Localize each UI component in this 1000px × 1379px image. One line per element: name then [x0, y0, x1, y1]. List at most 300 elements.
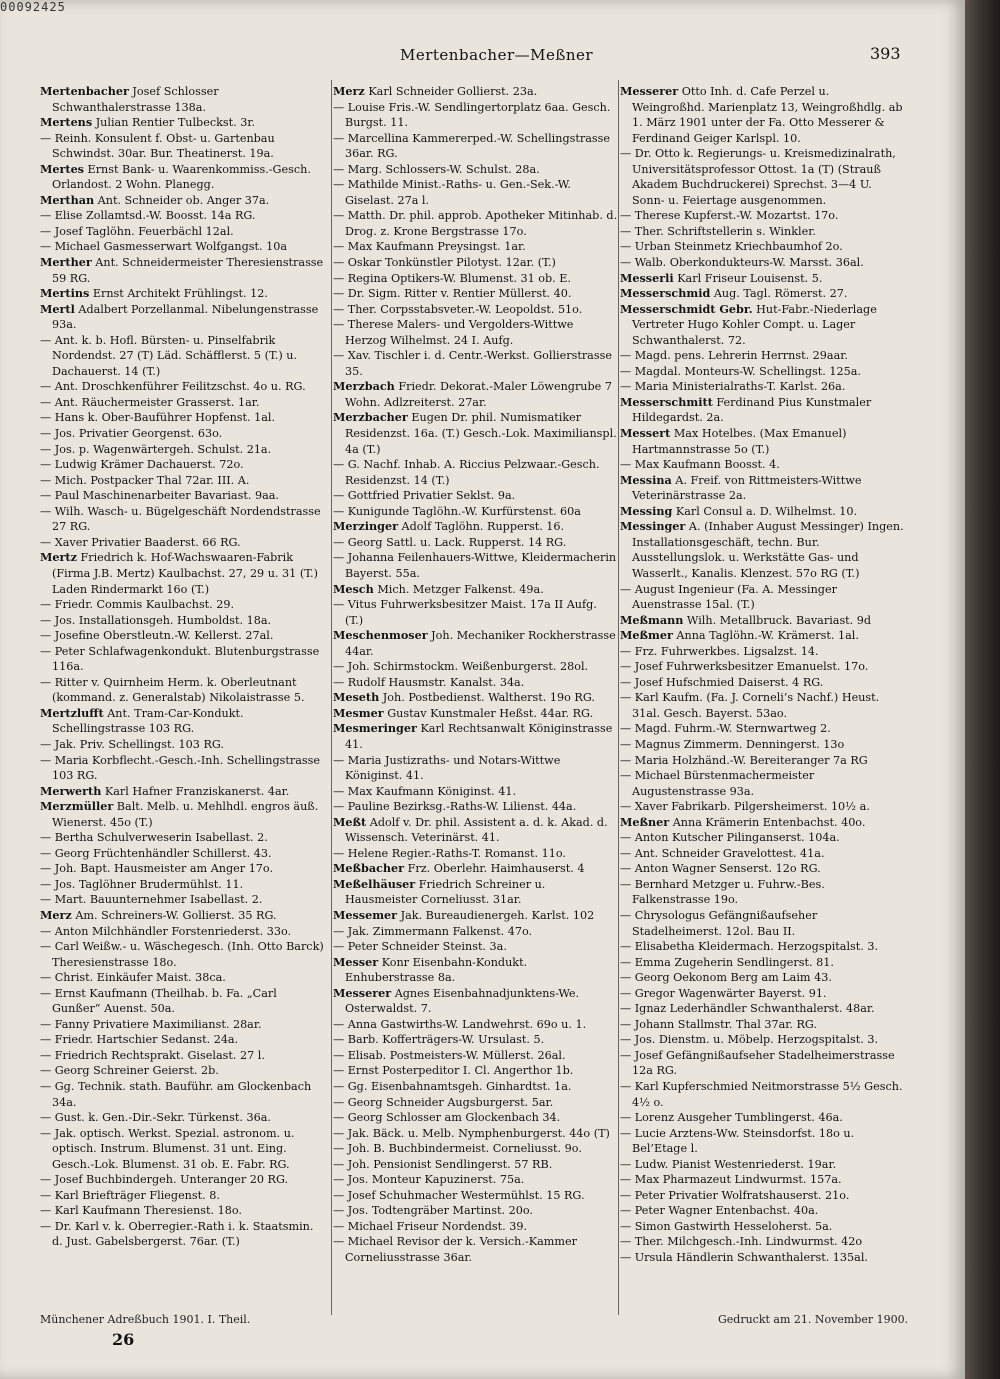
entry-surname: Mesmeringer — [333, 721, 417, 736]
entry-text: Ernst Bank- u. Waarenkommiss.-Gesch. Orlandost. 2 Wohn. Planegg. — [52, 162, 311, 192]
entry-text: Anna Krämerin Entenbachst. 40o. — [672, 815, 866, 829]
entry-text: A. (Inhaber August Messinger) Ingen. Installationsgeschäft, techn. Bur. Ausstellungslok. u. Werkstätte Gas- und Wasserlt., Kanalis. Klenzest. 57o RG (T.) — [632, 520, 904, 580]
entry-text: Hut-Fabr.-Niederlage Vertreter Hugo Kohler Compt. u. Lager Schwanthalerst. 72. — [632, 302, 877, 347]
directory-entry — [40, 115, 325, 131]
directory-entry — [40, 457, 325, 473]
entry-text: Balt. Melb. u. Mehlhdl. engros äuß. Wienerst. 45o (T.) — [52, 800, 319, 829]
entry-text: — Ther. Corpsstabsveter.-W. Leopoldst. 51o. — [333, 302, 583, 316]
entry-surname: Messerschmitt — [620, 394, 713, 409]
entry-text: — Ther. Milchgesch.-Inh. Lindwurmst. 42o — [620, 1235, 863, 1249]
entry-text: — Chrysologus Gefängnißaufseher Stadelheimerst. 12ol. Bau II. — [620, 908, 818, 938]
entry-text: Josef Schlosser Schwanthalerstrasse 138a. — [52, 85, 219, 114]
entry-text: — Dr. Sigm. Ritter v. Rentier Müllerst. 40. — [333, 287, 572, 301]
entry-text: — Joh. B. Buchbindermeist. Corneliusst. 9o. — [333, 1142, 582, 1156]
entry-text: — Maria Justizraths- und Notars-Wittwe Königinst. 41. — [333, 753, 561, 783]
entry-text: Adalbert Porzellanmal. Nibelungenstrasse 93a. — [52, 302, 319, 332]
entry-text: — Michael Friseur Nordendst. 39. — [333, 1219, 527, 1233]
entry-text: — Michael Gasmesserwart Wolfgangst. 10a — [40, 240, 287, 254]
directory-entry — [40, 830, 325, 846]
directory-entry — [40, 1188, 325, 1204]
entry-text: — Mathilde Minist.-Raths- u. Gen.-Sek.-W. Giselast. 27a l. — [333, 178, 571, 207]
directory-entry — [333, 208, 618, 239]
directory-entry — [40, 131, 325, 162]
directory-entry — [620, 1126, 905, 1157]
entry-text: Friedrich Schreiner u. Hausmeister Corneliusst. 31ar. — [345, 877, 546, 907]
entry-text: — Hans k. Ober-Bauführer Hopfenst. 1al. — [40, 411, 276, 425]
entry-surname: Merzbacher — [333, 410, 408, 425]
directory-entry — [620, 970, 905, 986]
directory-entry — [40, 1048, 325, 1064]
entry-surname: Merz — [333, 84, 365, 98]
entry-text: — Bernhard Metzger u. Fuhrw.-Bes. Falkenstrasse 19o. — [620, 877, 825, 907]
entry-surname: Merzinger — [333, 519, 398, 534]
directory-entry — [333, 162, 618, 178]
entry-text: — Georg Schlosser am Glockenbach 34. — [333, 1111, 561, 1125]
directory-entry — [620, 753, 905, 769]
directory-entry — [333, 784, 618, 800]
directory-entry — [333, 799, 618, 815]
directory-entry — [40, 753, 325, 784]
directory-entry — [620, 737, 905, 753]
entry-text: — Ernst Kaufmann (Theilhab. b. Fa. „Carl Gunßer“ Auenst. 50a. — [40, 986, 277, 1016]
entry-text: — Xaver Privatier Baaderst. 66 RG. — [40, 535, 241, 549]
entry-text: — Karl Kaufm. (Fa. J. Corneli’s Nachf.) Heust. 31al. Gesch. Bayerst. 53ao. — [620, 691, 880, 720]
directory-entry — [40, 1079, 325, 1110]
directory-entry — [620, 239, 905, 255]
entry-text: — Ant. k. b. Hofl. Bürsten- u. Pinselfabrik Nordendst. 27 (T) Läd. Schäfflerst. 5 (T.) u. Dachauerst. 14 (T.) — [40, 333, 298, 378]
entry-text: — Elise Zollamtsd.-W. Boosst. 14a RG. — [40, 209, 256, 223]
entry-text: Friedr. Dekorat.-Maler Löwengrube 7 Wohn. Adlzreiterst. 27ar. — [345, 380, 612, 409]
entry-text: — Ant. Schneider Gravelottest. 41a. — [620, 846, 825, 860]
entry-text: Julian Rentier Tulbeckst. 3r. — [95, 116, 256, 130]
entry-text: — Ursula Händlerin Schwanthalerst. 135al. — [620, 1251, 868, 1265]
directory-entry — [40, 224, 325, 240]
directory-entry — [333, 457, 618, 488]
directory-entry — [620, 846, 905, 862]
entry-surname: Messerschmid — [620, 286, 711, 301]
entry-text: — Anton Milchhändler Forstenriederst. 33o. — [40, 924, 292, 938]
entry-text: — Ernst Posterpeditor I. Cl. Angerthor 1b. — [333, 1064, 574, 1078]
directory-entry — [333, 1234, 618, 1265]
entry-text: Karl Hafner Franziskanerst. 4ar. — [104, 784, 290, 798]
directory-entry — [333, 255, 618, 271]
directory-entry — [333, 302, 618, 318]
directory-entry — [333, 1126, 618, 1142]
directory-entry — [333, 488, 618, 504]
running-head: Mertenbacher—Meßner — [400, 46, 594, 64]
entry-text: — Karl Briefträger Fliegenst. 8. — [40, 1188, 220, 1202]
entry-surname: Mertens — [40, 115, 93, 130]
directory-entry — [333, 1048, 618, 1064]
directory-entry — [620, 861, 905, 877]
entry-text: — Emma Zugeherin Sendlingerst. 81. — [620, 955, 834, 969]
entry-text: — Kunigunde Taglöhn.-W. Kurfürstenst. 60a — [333, 504, 581, 518]
directory-entry — [333, 131, 618, 162]
entry-text: — Magnus Zimmerm. Denningerst. 13o — [620, 737, 845, 751]
entry-text: — Magdal. Monteurs-W. Schellingst. 125a. — [620, 364, 861, 378]
entry-text: — Louise Fris.-W. Sendlingertorplatz 6aa. Gesch. Burgst. 11. — [333, 100, 611, 130]
directory-entry — [40, 1032, 325, 1048]
entry-surname: Messing — [620, 503, 673, 518]
directory-entry — [333, 1017, 618, 1033]
directory-entry — [620, 1017, 905, 1033]
entry-surname: Mertes — [40, 161, 84, 176]
directory-entry — [333, 100, 618, 131]
entry-text: Max Hotelbes. (Max Emanuel) Hartmannstrasse 5o (T.) — [632, 427, 847, 456]
entry-text: — Vitus Fuhrwerksbesitzer Maist. 17a II Aufg. (T.) — [333, 598, 597, 627]
entry-text: — Gregor Wagenwärter Bayerst. 91. — [620, 986, 827, 1000]
directory-entry — [333, 924, 618, 940]
directory-entry — [40, 208, 325, 224]
page-number: 393 — [870, 44, 901, 63]
directory-entry — [333, 84, 618, 100]
directory-entry — [620, 224, 905, 240]
entry-surname: Messerschmidt Gebr. — [620, 301, 753, 316]
directory-entry — [620, 1188, 905, 1204]
entry-text: — Maria Holzhänd.-W. Bereiteranger 7a RG — [620, 753, 868, 767]
directory-entry — [40, 193, 325, 209]
directory-entry — [333, 1219, 618, 1235]
directory-entry — [40, 162, 325, 193]
directory-entry — [333, 659, 618, 675]
directory-entry — [620, 1001, 905, 1017]
directory-entry — [620, 659, 905, 675]
directory-entry — [620, 255, 905, 271]
directory-entry — [620, 348, 905, 364]
entry-text: — Jak. Zimmermann Falkenst. 47o. — [333, 924, 533, 938]
entry-text: — Joh. Pensionist Sendlingerst. 57 RB. — [333, 1157, 553, 1171]
entry-text: — Bertha Schulverweserin Isabellast. 2. — [40, 831, 268, 845]
directory-entry — [333, 721, 618, 752]
directory-entry — [333, 1157, 618, 1173]
entry-text: — Dr. Otto k. Regierungs- u. Kreismedizinalrath, Universitätsprofessor Ottost. 1a (T) (Strauß Akadem Buchdruckerei) Sprechst. 3—4 U. Sonn- u. Feiertage ausgenommen. — [620, 147, 896, 207]
entry-text: — Jos. Taglöhner Brudermühlst. 11. — [40, 877, 244, 891]
directory-entry — [620, 208, 905, 224]
entry-text: — G. Nachf. Inhab. A. Riccius Pelzwaar.-Gesch. Residenzst. 14 (T.) — [333, 458, 600, 487]
entry-text: — Josef Gefängnißaufseher Stadelheimerstrasse 12a RG. — [620, 1048, 895, 1078]
entry-surname: Meßmann — [620, 612, 684, 627]
directory-entry — [40, 628, 325, 644]
directory-entry — [620, 364, 905, 380]
entry-surname: Mertzlufft — [40, 705, 104, 720]
directory-entry — [40, 488, 325, 504]
directory-entry — [333, 504, 618, 520]
entry-text: Joh. Mechaniker Rockherstrasse 44ar. — [345, 629, 616, 658]
entry-text: — Ant. Droschkenführer Feilitzschst. 4o u. RG. — [40, 380, 306, 394]
entry-text: Am. Schreiners-W. Gollierst. 35 RG. — [75, 908, 277, 922]
entry-text: — Jos. Installationsgeh. Humboldst. 18a. — [40, 613, 272, 627]
entry-text: — Max Kaufmann Boosst. 4. — [620, 458, 780, 472]
entry-text: — Josefine Oberstleutn.-W. Kellerst. 27al. — [40, 629, 274, 643]
entry-text: — Ludwig Krämer Dachauerst. 72o. — [40, 458, 244, 472]
entry-text: Aug. Tagl. Römerst. 27. — [713, 287, 848, 301]
directory-entry — [620, 613, 905, 629]
entry-text: — Friedr. Commis Kaulbachst. 29. — [40, 598, 235, 612]
entry-text: — Maria Korbflecht.-Gesch.-Inh. Schellingstrasse 103 RG. — [40, 753, 320, 783]
directory-entry — [333, 675, 618, 691]
directory-entry — [620, 426, 905, 457]
entry-text: — Jak. Bäck. u. Melb. Nymphenburgerst. 44o (T) — [333, 1126, 610, 1140]
entry-surname: Meschenmoser — [333, 628, 428, 643]
entry-text: — Peter Privatier Wolfratshauserst. 21o. — [620, 1188, 850, 1202]
directory-entry — [333, 1063, 618, 1079]
directory-entry — [620, 877, 905, 908]
entry-text: — Josef Fuhrwerksbesitzer Emanuelst. 17o. — [620, 660, 869, 674]
entry-text: — Walb. Oberkondukteurs-W. Marsst. 36al. — [620, 256, 864, 270]
entry-text: — Georg Schneider Augsburgerst. 5ar. — [333, 1095, 554, 1109]
directory-entry — [333, 1141, 618, 1157]
entry-text: — Peter Schneider Steinst. 3a. — [333, 940, 507, 954]
entry-text: — Josef Schuhmacher Westermühlst. 15 RG. — [333, 1188, 585, 1202]
entry-text: Ant. Schneider ob. Anger 37a. — [97, 193, 270, 207]
entry-surname: Mesch — [333, 581, 374, 596]
directory-entry — [40, 379, 325, 395]
directory-entry — [40, 333, 325, 380]
footer-print-date: Gedruckt am 21. November 1900. — [718, 1313, 909, 1326]
directory-entry — [333, 177, 618, 208]
entry-text: — Ritter v. Quirnheim Herm. k. Oberleutnant (kommand. z. Generalstab) Nikolaistrasse 5. — [40, 675, 305, 705]
directory-entry — [333, 939, 618, 955]
directory-entry — [620, 908, 905, 939]
entry-text: — Max Pharmazeut Lindwurmst. 157a. — [620, 1173, 842, 1187]
directory-entry — [40, 799, 325, 830]
entry-surname: Merzmüller — [40, 799, 114, 814]
entry-text: — Friedr. Hartschier Sedanst. 24a. — [40, 1033, 239, 1047]
column-2 — [333, 84, 618, 1266]
entry-text: Friedrich k. Hof-Wachswaaren-Fabrik (Firma J.B. Mertz) Kaulbachst. 27, 29 u. 31 (T.) Laden Rindermarkt 16o (T.) — [52, 551, 318, 596]
entry-text: — Jos. p. Wagenwärtergeh. Schulst. 21a. — [40, 442, 272, 456]
entry-surname: Messert — [620, 426, 671, 441]
entry-text: — Anna Gastwirths-W. Landwehrst. 69o u. 1. — [333, 1017, 587, 1031]
directory-entry — [40, 1126, 325, 1173]
entry-text: — Maria Ministerialraths-T. Karlst. 26a. — [620, 380, 846, 394]
directory-entry — [620, 473, 905, 504]
directory-entry — [40, 1203, 325, 1219]
entry-text: — Georg Früchtenhändler Schillerst. 43. — [40, 846, 272, 860]
entry-text: — Joh. Bapt. Hausmeister am Anger 17o. — [40, 862, 274, 876]
entry-text: — Lucie Arztens-Ww. Steinsdorfst. 18o u. Bel’Etage l. — [620, 1126, 855, 1156]
entry-text: — Ther. Schriftstellerin s. Winkler. — [620, 224, 816, 238]
entry-text: — Max Kaufmann Königinst. 41. — [333, 784, 517, 798]
directory-entry — [333, 519, 618, 535]
directory-entry — [40, 535, 325, 551]
directory-entry — [40, 239, 325, 255]
entry-text: — Jos. Privatier Georgenst. 63o. — [40, 427, 223, 441]
directory-entry — [333, 1079, 618, 1095]
entry-surname: Messinger — [620, 519, 686, 534]
directory-entry — [620, 271, 905, 287]
directory-entry — [620, 1079, 905, 1110]
entry-text: — Peter Schlafwagenkondukt. Blutenburgstrasse 116a. — [40, 644, 320, 674]
directory-entry — [40, 861, 325, 877]
entry-surname: Mertins — [40, 286, 90, 301]
directory-entry — [333, 597, 618, 628]
entry-text: — Pauline Bezirksg.-Raths-W. Lilienst. 44a. — [333, 800, 577, 814]
directory-entry — [333, 1110, 618, 1126]
directory-entry — [40, 970, 325, 986]
directory-entry — [40, 1017, 325, 1033]
directory-entry — [333, 955, 618, 986]
entry-text: — Wilh. Wasch- u. Bügelgeschäft Nordendstrasse 27 RG. — [40, 504, 321, 534]
entry-text: — Karl Kupferschmied Neitmorstrasse 5½ Gesch. 4½ o. — [620, 1080, 903, 1109]
entry-surname: Merther — [40, 255, 92, 270]
directory-entry — [620, 379, 905, 395]
directory-entry — [333, 348, 618, 379]
entry-text: Frz. Oberlehr. Haimhauserst. 4 — [407, 862, 585, 876]
directory-entry — [620, 955, 905, 971]
directory-entry — [40, 1110, 325, 1126]
entry-text: — August Ingenieur (Fa. A. Messinger Auenstrasse 15al. (T.) — [620, 582, 837, 612]
entry-text: Karl Rechtsanwalt Königinstrasse 41. — [345, 722, 613, 751]
footer-publication: Münchener Adreßbuch 1901. I. Theil. — [40, 1313, 251, 1326]
directory-entry — [333, 706, 618, 722]
directory-entry — [40, 504, 325, 535]
entry-text: — Gottfried Privatier Seklst. 9a. — [333, 489, 516, 503]
directory-entry — [40, 1172, 325, 1188]
entry-text: — Georg Sattl. u. Lack. Rupperst. 14 RG. — [333, 535, 567, 549]
directory-entry — [333, 846, 618, 862]
entry-text: — Paul Maschinenarbeiter Bavariast. 9aa. — [40, 489, 279, 503]
directory-entry — [333, 1172, 618, 1188]
entry-text: — Xav. Tischler i. d. Centr.-Werkst. Gollierstrasse 35. — [333, 349, 612, 378]
directory-entry — [333, 628, 618, 659]
archive-id: 00092425 — [0, 0, 66, 14]
directory-entry — [333, 317, 618, 348]
directory-entry — [333, 286, 618, 302]
entry-text: — Georg Schreiner Geierst. 2b. — [40, 1064, 219, 1078]
entry-surname: Meßmer — [620, 628, 673, 643]
entry-text: — Elisab. Postmeisters-W. Müllerst. 26al. — [333, 1048, 566, 1062]
entry-text: — Jak. optisch. Werkst. Spezial. astronom. u. optisch. Instrum. Blumenst. 31 unt. Eing. Gesch.-Lok. Blumenst. 31 ob. E. Fabr. RG. — [40, 1126, 295, 1171]
directory-entry — [620, 675, 905, 691]
directory-entry — [333, 986, 618, 1017]
entry-text: — Mich. Postpacker Thal 72ar. III. A. — [40, 473, 250, 487]
directory-entry — [620, 690, 905, 721]
directory-entry — [40, 737, 325, 753]
entry-text: — Lorenz Ausgeher Tumblingerst. 46a. — [620, 1111, 843, 1125]
entry-text: Konr Eisenbahn-Kondukt. Enhuberstrasse 8a. — [345, 955, 528, 985]
column-3 — [620, 84, 905, 1266]
entry-text: — Carl Weißw.- u. Wäschegesch. (Inh. Otto Barck) Theresienstrasse 18o. — [40, 940, 324, 969]
entry-surname: Messerer — [620, 84, 679, 98]
directory-entry — [40, 286, 325, 302]
entry-text: — Jak. Priv. Schellingst. 103 RG. — [40, 737, 224, 751]
entry-text: — Mart. Bauunternehmer Isabellast. 2. — [40, 893, 263, 907]
entry-text: — Christ. Einkäufer Maist. 38ca. — [40, 971, 226, 985]
entry-text: — Josef Buchbindergeh. Unteranger 20 RG. — [40, 1173, 289, 1187]
entry-text: — Reinh. Konsulent f. Obst- u. Gartenbau Schwindst. 30ar. Bur. Theatinerst. 19a. — [40, 131, 275, 161]
directory-entry — [333, 410, 618, 457]
directory-entry — [620, 830, 905, 846]
column-divider — [618, 80, 619, 1315]
directory-entry — [620, 504, 905, 520]
directory-entry — [620, 84, 905, 146]
directory-entry — [40, 1063, 325, 1079]
directory-entry — [333, 535, 618, 551]
entry-text: Eugen Dr. phil. Numismatiker Residenzst. 16a. (T.) Gesch.-Lok. Maximilianspl. 4a (T.) — [345, 411, 617, 456]
entry-text: — Johann Stallmstr. Thal 37ar. RG. — [620, 1017, 817, 1031]
directory-entry — [620, 302, 905, 349]
directory-entry — [40, 924, 325, 940]
directory-entry — [40, 255, 325, 286]
directory-entry — [620, 1203, 905, 1219]
entry-surname: Mertl — [40, 301, 75, 316]
directory-entry — [40, 908, 325, 924]
entry-text: — Joh. Schirmstockm. Weißenburgerst. 28ol. — [333, 660, 589, 674]
entry-text: — Therese Malers- und Vergolders-Wittwe Herzog Wilhelmst. 24 I. Aufg. — [333, 318, 574, 347]
entry-surname: Mesmer — [333, 705, 384, 720]
entry-text: — Gg. Technik. stath. Bauführ. am Glockenbach 34a. — [40, 1080, 312, 1109]
directory-entry — [333, 1203, 618, 1219]
entry-text: — Marg. Schlossers-W. Schulst. 28a. — [333, 162, 540, 176]
entry-text: Ernst Architekt Frühlingst. 12. — [92, 287, 268, 301]
directory-entry — [620, 1048, 905, 1079]
entry-text: Otto Inh. d. Cafe Perzel u. Weingroßhd. Marienplatz 13, Weingroßhdlg. ab 1. März 1901 unter der Fa. Otto Messerer & Ferdinand Geiger Karlspl. 10. — [632, 85, 903, 145]
directory-entry — [620, 1219, 905, 1235]
entry-surname: Merz — [40, 907, 72, 922]
entry-text: — Anton Wagner Senserst. 12o RG. — [620, 862, 821, 876]
directory-entry — [333, 690, 618, 706]
entry-text: — Rudolf Hausmstr. Kanalst. 34a. — [333, 675, 525, 689]
entry-surname: Messina — [620, 472, 672, 487]
entry-text: — Urban Steinmetz Kriechbaumhof 2o. — [620, 240, 843, 254]
directory-entry — [333, 861, 618, 877]
directory-entry — [40, 410, 325, 426]
entry-text: — Regina Optikers-W. Blumenst. 31 ob. E. — [333, 271, 571, 285]
entry-text: — Frz. Fuhrwerkbes. Ligsalzst. 14. — [620, 644, 819, 658]
directory-entry — [40, 426, 325, 442]
directory-entry — [333, 582, 618, 598]
directory-entry — [40, 939, 325, 970]
directory-entry — [620, 146, 905, 208]
entry-text: — Xaver Fabrikarb. Pilgersheimerst. 10½ a. — [620, 800, 870, 814]
entry-text: — Peter Wagner Entenbachst. 40a. — [620, 1204, 819, 1218]
directory-entry — [620, 1157, 905, 1173]
directory-entry — [333, 1095, 618, 1111]
directory-entry — [40, 784, 325, 800]
entry-text: Gustav Kunstmaler Heßst. 44ar. RG. — [387, 706, 594, 720]
directory-entry — [333, 239, 618, 255]
entry-text: Mich. Metzger Falkenst. 49a. — [377, 582, 544, 596]
directory-entry — [620, 628, 905, 644]
directory-entry — [40, 675, 325, 706]
entry-text: Agnes Eisenbahnadjunktens-We. Osterwaldst. 7. — [345, 986, 580, 1016]
entry-surname: Merzbach — [333, 379, 395, 394]
entry-text: Karl Friseur Louisenst. 5. — [677, 271, 823, 285]
directory-entry — [620, 1172, 905, 1188]
entry-text: — Magd. pens. Lehrerin Herrnst. 29aar. — [620, 349, 848, 363]
directory-entry — [40, 395, 325, 411]
directory-entry — [40, 846, 325, 862]
entry-surname: Messerli — [620, 270, 674, 285]
directory-entry — [40, 302, 325, 333]
column-divider — [331, 80, 332, 1315]
entry-surname: Merthan — [40, 192, 95, 207]
entry-text: Ant. Schneidermeister Theresienstrasse 59 RG. — [52, 256, 324, 285]
entry-text: — Michael Bürstenmachermeister Augustenstrasse 93a. — [620, 769, 815, 798]
directory-entry — [333, 1032, 618, 1048]
entry-text: Ferdinand Pius Kunstmaler Hildegardst. 2a. — [632, 395, 872, 425]
entry-surname: Mertz — [40, 550, 77, 565]
entry-text: — Jos. Dienstm. u. Möbelp. Herzogspitalst. 3. — [620, 1033, 879, 1047]
entry-text: — Anton Kutscher Pilinganserst. 104a. — [620, 831, 840, 845]
directory-entry — [40, 892, 325, 908]
entry-text: — Michael Revisor der k. Versich.-Kammer Corneliusstrasse 36ar. — [333, 1235, 577, 1265]
entry-surname: Meseth — [333, 690, 380, 705]
entry-text: — Karl Kaufmann Theresienst. 18o. — [40, 1204, 242, 1218]
entry-text: — Fanny Privatiere Maximilianst. 28ar. — [40, 1017, 262, 1031]
directory-entry — [620, 1250, 905, 1266]
